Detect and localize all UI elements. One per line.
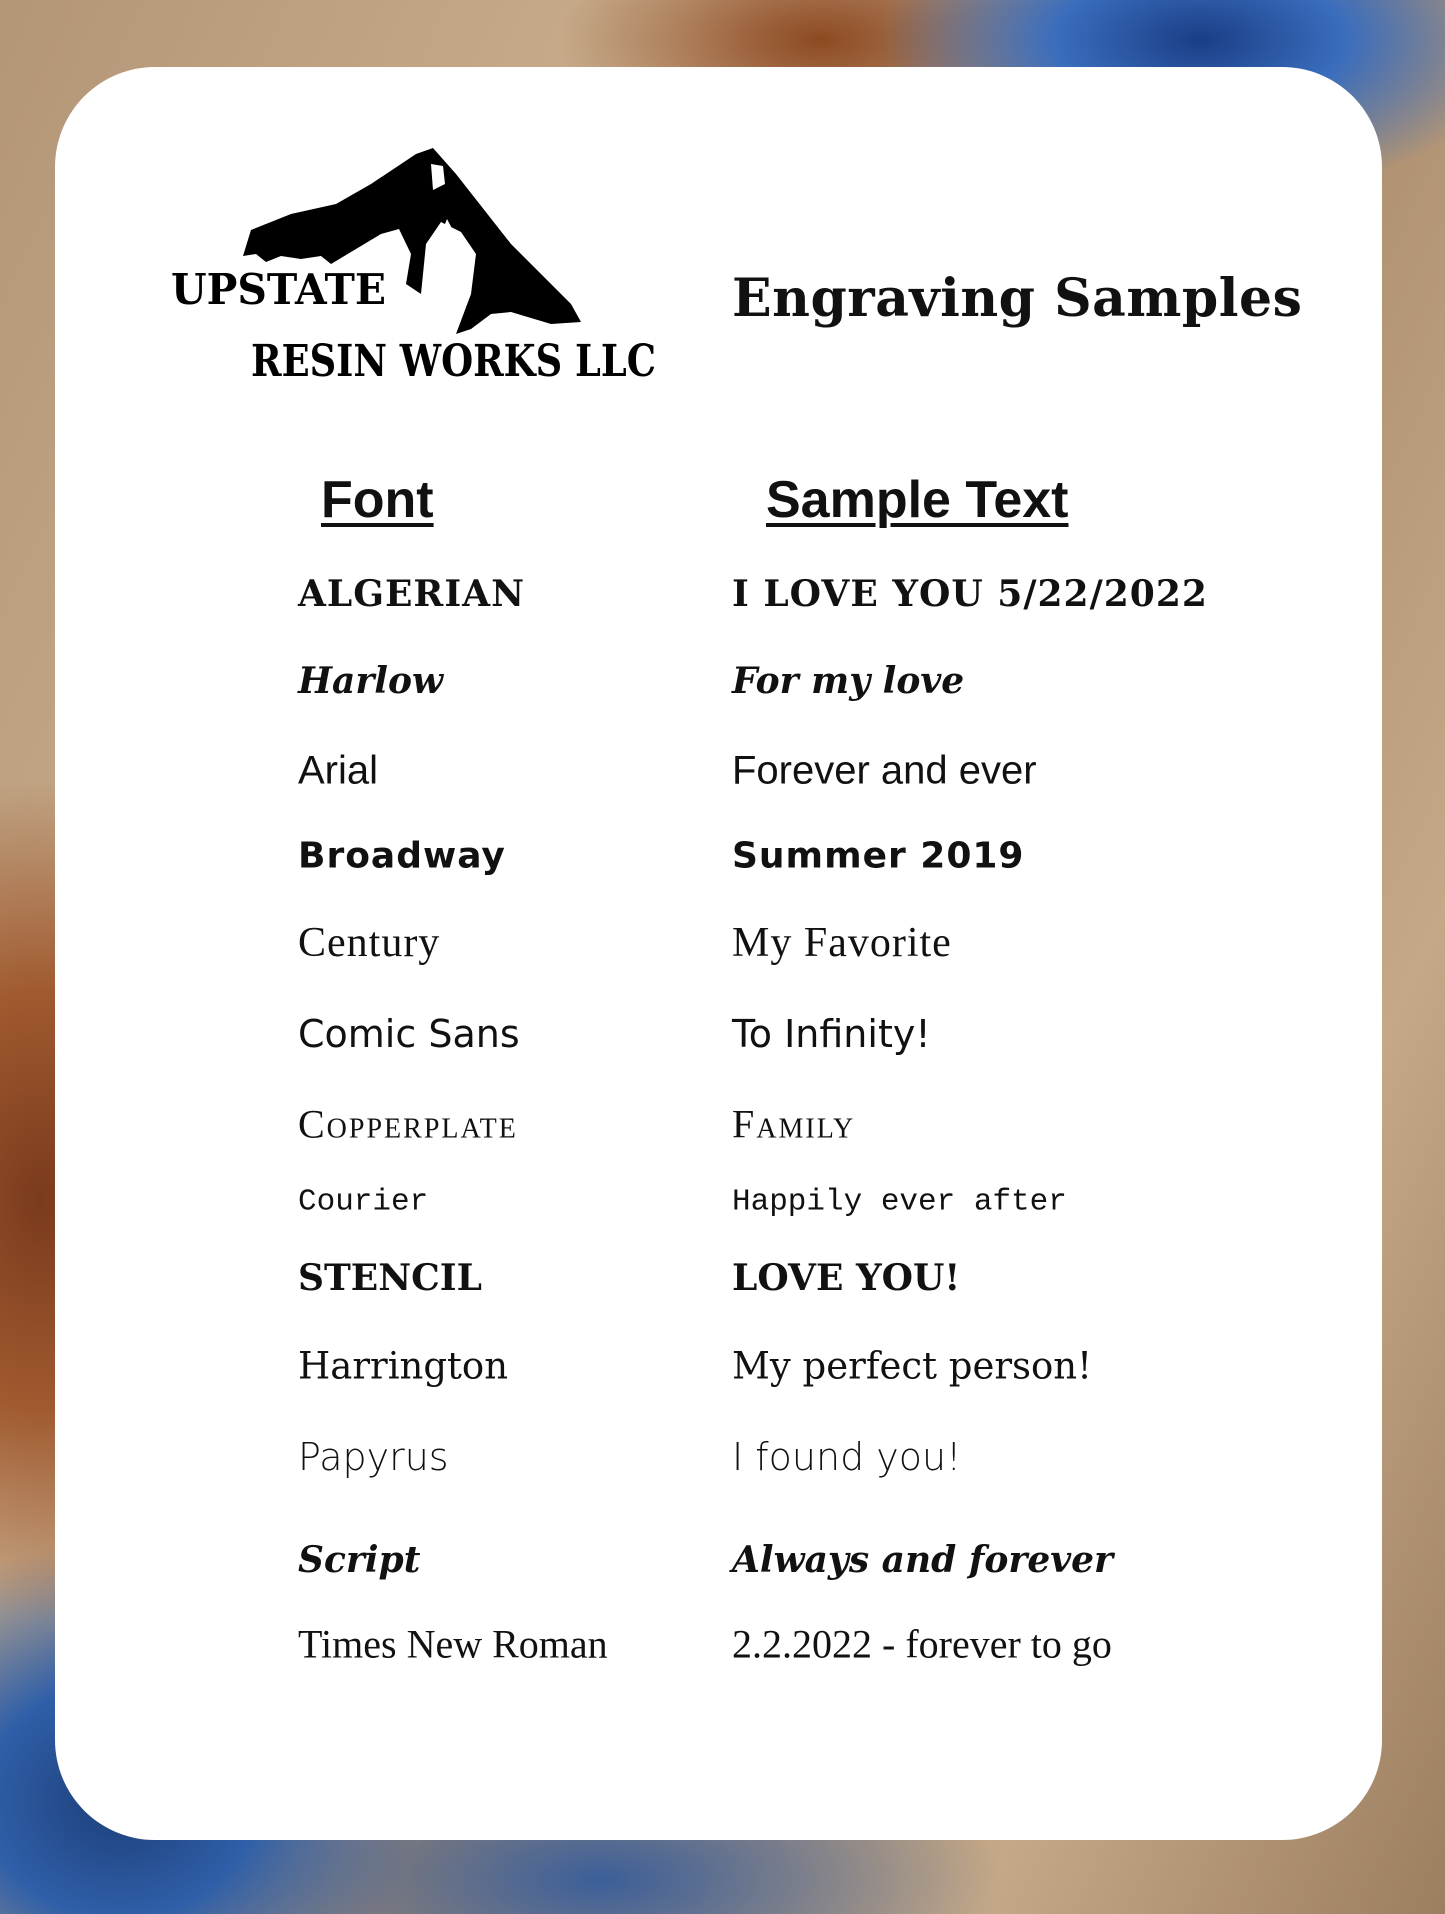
logo-text-line1: UPSTATE [171, 265, 386, 314]
font-sample-row [0, 573, 1445, 654]
font-sample-row [0, 1435, 1445, 1517]
font-sample-row [0, 1621, 1445, 1704]
sample-text: For my love [732, 660, 965, 702]
font-name: Century [298, 920, 441, 966]
font-sample-row [0, 1257, 1445, 1338]
font-sample-row [0, 1101, 1445, 1184]
font-sample-row [0, 1184, 1445, 1262]
font-name: Courier [298, 1184, 429, 1220]
font-sample-row [0, 1344, 1445, 1426]
font-name: Harrington [298, 1344, 509, 1388]
font-sample-row [0, 1539, 1445, 1620]
sample-text: Family [732, 1101, 856, 1147]
font-name: ALGERIAN [298, 573, 526, 615]
font-sample-row [0, 835, 1445, 916]
sample-text: My perfect person! [732, 1344, 1092, 1388]
font-name: Copperplate [298, 1101, 518, 1147]
font-sample-row [0, 748, 1445, 831]
sample-text: Always and forever [732, 1539, 1114, 1581]
font-name: Papyrus [298, 1435, 449, 1479]
column-header-sample: Sample Text [766, 471, 1069, 529]
font-name: Broadway [298, 835, 506, 877]
sample-text: Happily ever after [732, 1184, 1067, 1220]
sample-text: I LOVE YOU 5/22/2022 [732, 573, 1208, 615]
font-name: Arial [298, 748, 379, 793]
font-name: Comic Sans [298, 1012, 520, 1056]
sample-text: 2.2.2022 - forever to go [732, 1621, 1112, 1667]
sample-text: LOVE YOU! [732, 1257, 961, 1299]
sample-text: Forever and ever [732, 748, 1037, 793]
font-name: Harlow [298, 660, 443, 702]
font-sample-row [0, 920, 1445, 1003]
font-sample-row [0, 1012, 1445, 1094]
page-title: Engraving Samples [732, 268, 1303, 329]
sample-text: My Favorite [732, 920, 952, 966]
font-name: Times New Roman [298, 1621, 608, 1667]
company-logo [171, 144, 661, 387]
logo-text-line2: RESIN WORKS LLC [251, 336, 656, 387]
sample-text: I found you! [732, 1435, 962, 1479]
font-name: STENCIL [298, 1257, 482, 1299]
font-sample-row [0, 660, 1445, 741]
font-name: Script [298, 1539, 421, 1581]
column-header-font: Font [321, 471, 434, 529]
sample-text: To Infinity! [732, 1012, 931, 1056]
sample-text: Summer 2019 [732, 835, 1025, 877]
